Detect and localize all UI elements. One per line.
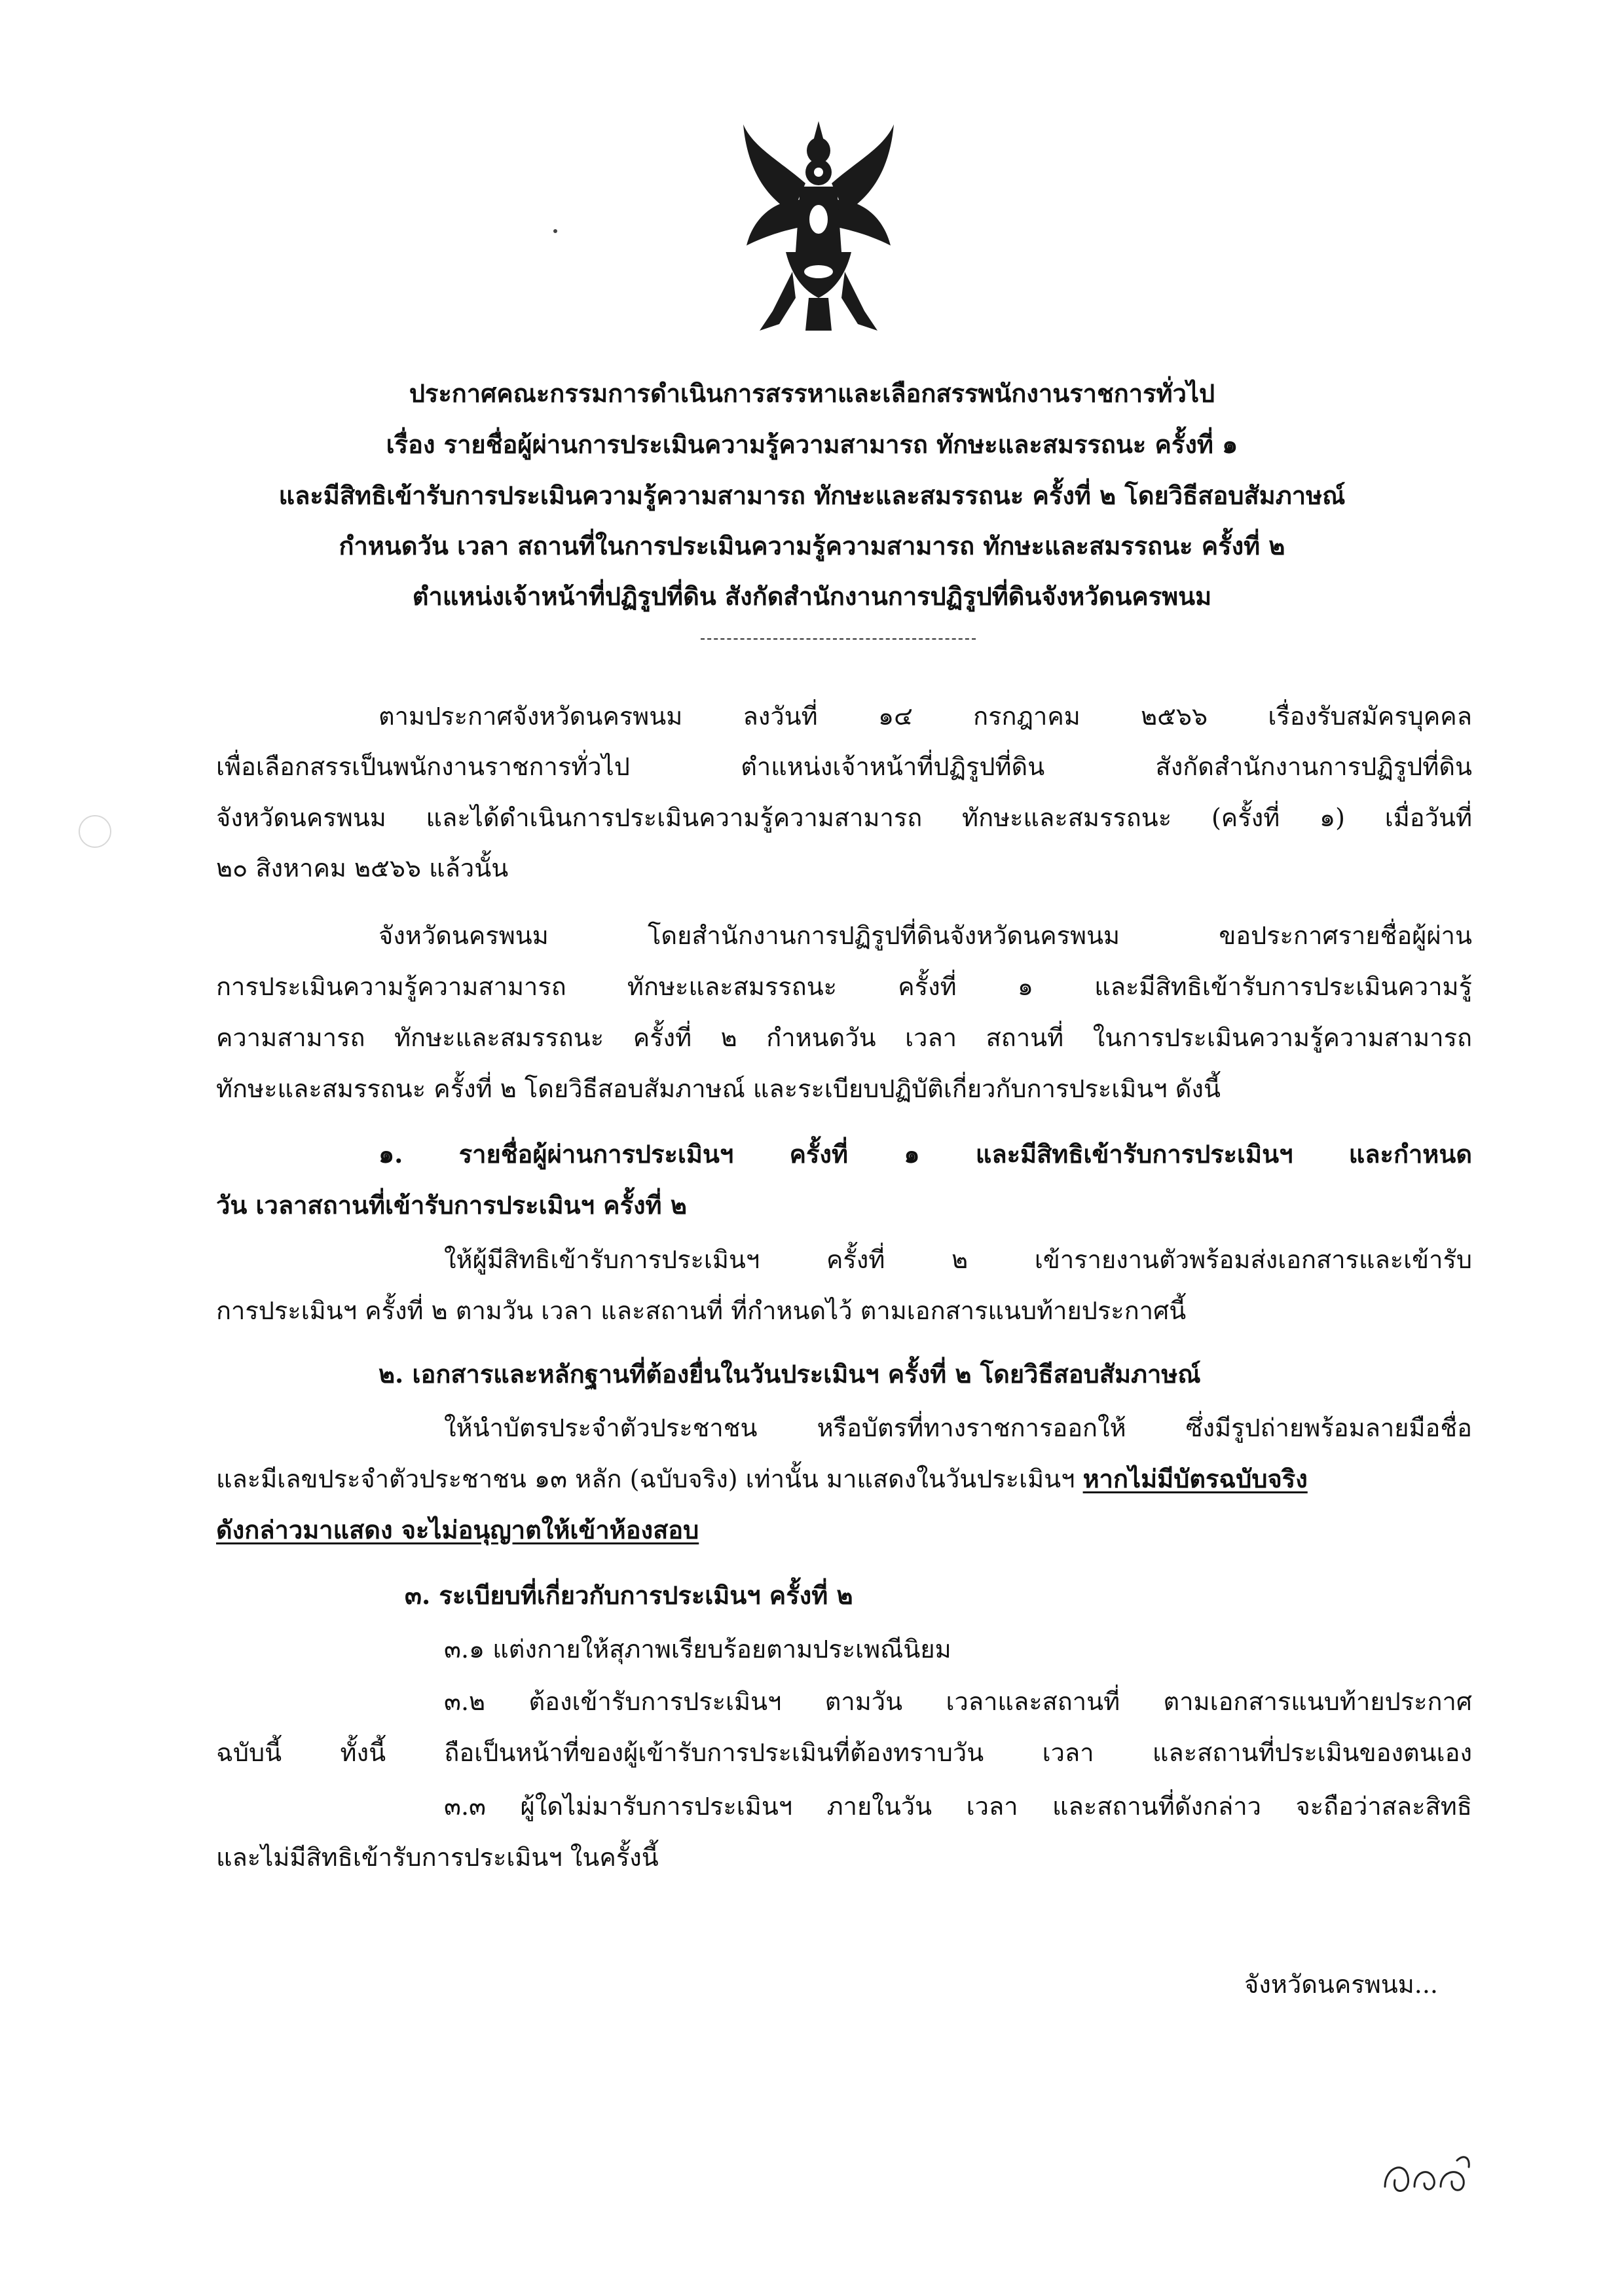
section-3-3: ๓.๓ ผู้ใดไม่มารับการประเมินฯ ภายในวัน เวลา และสถานที่ดังกล่าว จะถือว่าสละสิทธิ	[444, 1792, 1472, 1821]
title-divider	[701, 638, 976, 640]
section-2-text-span: และมีเลขประจำตัวประชาชน ๑๓ หลัก (ฉบับจริง) เท่านั้น มาแสดงในวันประเมินฯ	[216, 1465, 1083, 1493]
announcement-title-line-4: กำหนดวัน เวลา สถานที่ในการประเมินความรู้ความสามารถ ทักษะและสมรรถนะ ครั้งที่ ๒	[339, 531, 1285, 560]
section-2-warning: หากไม่มีบัตรฉบับจริง	[1082, 1464, 1308, 1493]
section-2-text	[216, 1464, 1308, 1493]
announcement-title-line-3: และมีสิทธิเข้ารับการประเมินความรู้ความสามารถ ทักษะและสมรรถนะ ครั้งที่ ๒ โดยวิธีสอบสัมภาษณ์	[278, 481, 1346, 510]
section-3-2: ๓.๒ ต้องเข้ารับการประเมินฯ ตามวัน เวลาและสถานที่ ตามเอกสารแนบท้ายประกาศ	[444, 1687, 1472, 1716]
section-2-warning: ดังกล่าวมาแสดง จะไม่อนุญาตให้เข้าห้องสอบ	[216, 1515, 699, 1544]
paragraph-1-line: เพื่อเลือกสรรเป็นพนักงานราชการทั่วไป ตำแหน่งเจ้าหน้าที่ปฏิรูปที่ดิน สังกัดสำนักงานการปฏิรูปที่ดิน	[216, 752, 1472, 781]
section-1-text: การประเมินฯ ครั้งที่ ๒ ตามวัน เวลา และสถานที่ ที่กำหนดไว้ ตามเอกสารแนบท้ายประกาศนี้	[216, 1296, 1187, 1325]
paragraph-2-line: จังหวัดนครพนม โดยสำนักงานการปฏิรูปที่ดินจังหวัดนครพนม ขอประกาศรายชื่อผู้ผ่าน	[378, 921, 1472, 950]
announcement-title-line-2: เรื่อง รายชื่อผู้ผ่านการประเมินความรู้ความสามารถ ทักษะและสมรรถนะ ครั้งที่ ๑	[386, 429, 1238, 459]
continuation-text: จังหวัดนครพนม...	[1244, 1970, 1439, 1999]
section-3-heading: ๓. ระเบียบที่เกี่ยวกับการประเมินฯ ครั้งที่ ๒	[405, 1580, 853, 1610]
paragraph-1-line: ตามประกาศจังหวัดนครพนม ลงวันที่ ๑๔ กรกฎาคม ๒๕๖๖ เรื่องรับสมัครบุคคล	[378, 702, 1472, 731]
paragraph-2-line: ความสามารถ ทักษะและสมรรถนะ ครั้งที่ ๒ กำหนดวัน เวลา สถานที่ ในการประเมินความรู้ความสามารถ	[216, 1023, 1472, 1052]
scan-speck	[553, 229, 557, 233]
section-3-3: และไม่มีสิทธิเข้ารับการประเมินฯ ในครั้งนี้	[216, 1843, 659, 1872]
announcement-title-line-1: ประกาศคณะกรรมการดำเนินการสรรหาและเลือกสรรพนักงานราชการทั่วไป	[409, 378, 1215, 408]
garuda-emblem-icon	[740, 121, 897, 337]
punch-hole	[79, 815, 111, 848]
section-3-1: ๓.๑ แต่งกายให้สุภาพเรียบร้อยตามประเพณีนิยม	[444, 1635, 951, 1664]
paragraph-1-line: จังหวัดนครพนม และได้ดำเนินการประเมินความรู้ความสามารถ ทักษะและสมรรถนะ (ครั้งที่ ๑) เมื่อวันที่	[216, 803, 1472, 832]
paragraph-1-line: ๒๐ สิงหาคม ๒๕๖๖ แล้วนั้น	[216, 854, 509, 883]
section-2-heading: ๒. เอกสารและหลักฐานที่ต้องยื่นในวันประเมินฯ ครั้งที่ ๒ โดยวิธีสอบสัมภาษณ์	[378, 1359, 1201, 1389]
paragraph-2-line: การประเมินความรู้ความสามารถ ทักษะและสมรรถนะ ครั้งที่ ๑ และมีสิทธิเข้ารับการประเมินความรู้	[216, 972, 1472, 1001]
section-3-2: ฉบับนี้ ทั้งนี้ ถือเป็นหน้าที่ของผู้เข้ารับการประเมินที่ต้องทราบวัน เวลา และสถานที่ประเมินของตนเอง	[216, 1738, 1472, 1767]
paragraph-2-line: ทักษะและสมรรถนะ ครั้งที่ ๒ โดยวิธีสอบสัมภาษณ์ และระเบียบปฏิบัติเกี่ยวกับการประเมินฯ ดังนี้	[216, 1074, 1221, 1103]
section-2-text: ให้นำบัตรประจำตัวประชาชน หรือบัตรที่ทางราชการออกให้ ซึ่งมีรูปถ่ายพร้อมลายมือชื่อ	[444, 1413, 1472, 1442]
handwritten-page-mark	[1378, 2141, 1477, 2200]
section-1-heading: ๑. รายชื่อผู้ผ่านการประเมินฯ ครั้งที่ ๑ และมีสิทธิเข้ารับการประเมินฯ และกำหนด	[378, 1139, 1472, 1169]
announcement-title-line-5: ตำแหน่งเจ้าหน้าที่ปฏิรูปที่ดิน สังกัดสำนักงานการปฏิรูปที่ดินจังหวัดนครพนม	[412, 581, 1212, 611]
section-1-heading: วัน เวลาสถานที่เข้ารับการประเมินฯ ครั้งที่ ๒	[216, 1190, 687, 1220]
section-1-text: ให้ผู้มีสิทธิเข้ารับการประเมินฯ ครั้งที่ ๒ เข้ารายงานตัวพร้อมส่งเอกสารและเข้ารับ	[444, 1245, 1472, 1274]
